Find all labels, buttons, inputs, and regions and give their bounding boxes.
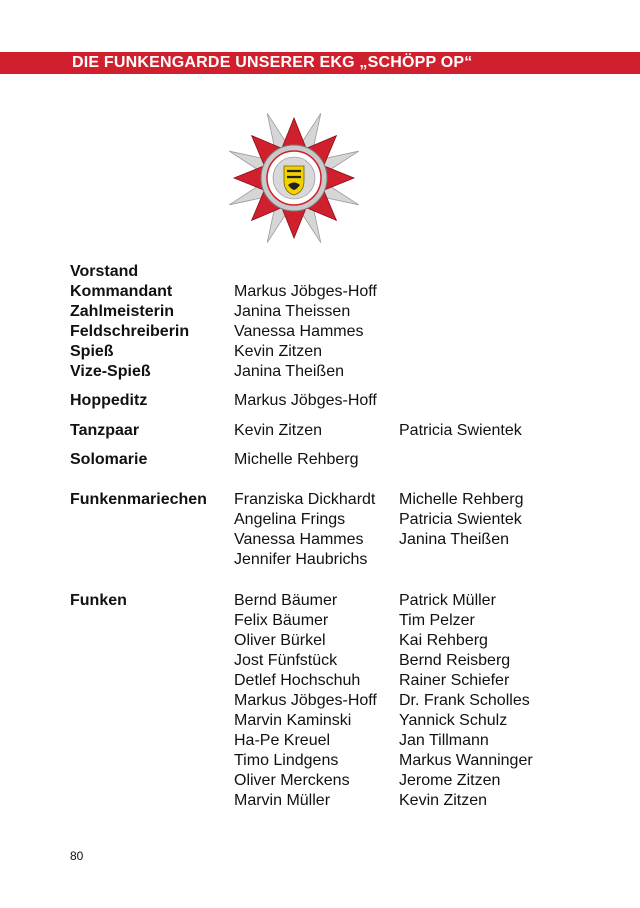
funken-row <box>0 691 640 711</box>
funken-row <box>0 791 640 811</box>
role-label: Solomarie <box>70 451 148 468</box>
funkenmariechen-row <box>0 550 640 570</box>
member-name: Janina Theißen <box>234 363 344 380</box>
funken-row <box>0 611 640 631</box>
funken-row <box>0 771 640 791</box>
member-name: Janina Theißen <box>399 531 509 548</box>
member-name: Vanessa Hammes <box>234 531 364 548</box>
member-name: Rainer Schiefer <box>399 672 510 689</box>
role-label: Kommandant <box>70 283 173 300</box>
funkenmariechen-row <box>0 490 640 510</box>
funken-row <box>0 711 640 731</box>
member-name: Ha-Pe Kreuel <box>234 732 331 749</box>
role-label: Funkenmariechen <box>70 491 207 508</box>
member-name: Patricia Swientek <box>399 422 522 439</box>
solomarie-row <box>0 450 640 470</box>
page-number: 80 <box>70 849 84 863</box>
member-name: Markus Jöbges-Hoff <box>234 692 377 709</box>
member-name: Kevin Zitzen <box>234 343 323 360</box>
member-name: Oliver Bürkel <box>234 632 326 649</box>
hoppeditz-row <box>0 391 640 411</box>
role-label: Spieß <box>70 343 114 360</box>
member-name: Dr. Frank Scholles <box>399 692 530 709</box>
tanzpaar-row <box>0 421 640 441</box>
member-name: Bernd Bäumer <box>234 592 338 609</box>
member-name: Angelina Frings <box>234 511 346 528</box>
vorstand-row <box>0 282 640 302</box>
funken-row <box>0 591 640 611</box>
role-label: Funken <box>70 592 127 609</box>
member-name: Patrick Müller <box>399 592 496 609</box>
vorstand-heading: Vorstand <box>70 263 139 280</box>
member-name: Jost Fünfstück <box>234 652 338 669</box>
member-name: Marvin Müller <box>234 792 331 809</box>
funken-row <box>0 671 640 691</box>
page-title: DIE FUNKENGARDE UNSERER EKG „SCHÖPP OP“ <box>72 54 473 71</box>
vorstand-heading-row <box>0 262 640 282</box>
member-name: Jerome Zitzen <box>399 772 501 789</box>
member-name: Markus Jöbges-Hoff <box>234 392 377 409</box>
role-label: Tanzpaar <box>70 422 140 439</box>
role-label: Zahlmeisterin <box>70 303 175 320</box>
member-name: Kevin Zitzen <box>234 422 323 439</box>
member-name: Yannick Schulz <box>399 712 508 729</box>
member-name: Timo Lindgens <box>234 752 339 769</box>
vorstand-row <box>0 362 640 382</box>
funkengarde-emblem <box>221 105 367 251</box>
member-name: Oliver Merckens <box>234 772 350 789</box>
funkenmariechen-row <box>0 510 640 530</box>
member-name: Markus Jöbges-Hoff <box>234 283 377 300</box>
role-label: Vize-Spieß <box>70 363 151 380</box>
member-name: Franziska Dickhardt <box>234 491 376 508</box>
member-name: Markus Wanninger <box>399 752 533 769</box>
member-name: Michelle Rehberg <box>399 491 524 508</box>
member-name: Vanessa Hammes <box>234 323 364 340</box>
member-name: Detlef Hochschuh <box>234 672 361 689</box>
member-name: Felix Bäumer <box>234 612 329 629</box>
funken-row <box>0 731 640 751</box>
member-name: Marvin Kaminski <box>234 712 352 729</box>
member-name: Michelle Rehberg <box>234 451 359 468</box>
vorstand-row <box>0 342 640 362</box>
member-name: Tim Pelzer <box>399 612 475 629</box>
member-name: Jan Tillmann <box>399 732 489 749</box>
member-name: Janina Theissen <box>234 303 351 320</box>
member-name: Jennifer Haubrichs <box>234 551 368 568</box>
vorstand-row <box>0 322 640 342</box>
member-name: Kai Rehberg <box>399 632 488 649</box>
page-title-banner <box>0 52 640 74</box>
member-name: Patricia Swientek <box>399 511 522 528</box>
vorstand-row <box>0 302 640 322</box>
funken-row <box>0 631 640 651</box>
funken-row <box>0 651 640 671</box>
member-name: Bernd Reisberg <box>399 652 511 669</box>
funken-row <box>0 751 640 771</box>
role-label: Feldschreiberin <box>70 323 190 340</box>
member-name: Kevin Zitzen <box>399 792 488 809</box>
funkenmariechen-row <box>0 530 640 550</box>
role-label: Hoppeditz <box>70 392 148 409</box>
